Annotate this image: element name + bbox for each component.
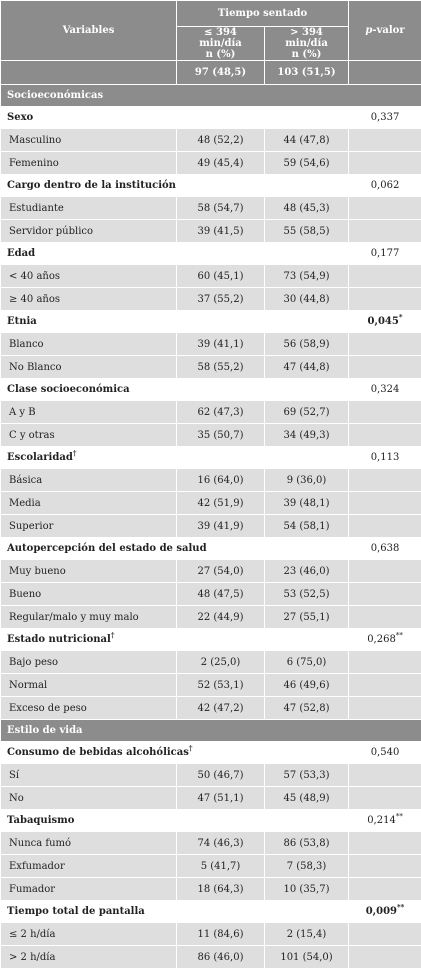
variable-label: Autopercepción del estado de salud <box>7 543 207 554</box>
variable-name <box>1 901 349 923</box>
empty-cell <box>349 424 421 447</box>
p-value-text: 0,062 <box>370 180 400 191</box>
group1-value: 49 (45,4) <box>177 152 265 175</box>
category-label: C y otras <box>1 424 177 447</box>
table-row <box>1 764 421 787</box>
empty-cell <box>349 401 421 424</box>
empty-cell <box>349 492 421 515</box>
category-label: ≤ 2 h/día <box>1 923 177 946</box>
group2-value: 48 (45,3) <box>265 197 349 220</box>
group2-value: 69 (52,7) <box>265 401 349 424</box>
category-label: Sí <box>1 764 177 787</box>
p-value <box>349 810 421 832</box>
group2-value: 55 (58,5) <box>265 220 349 243</box>
category-label: Estudiante <box>1 197 177 220</box>
empty-cell <box>349 606 421 629</box>
totals-spacer-right <box>349 61 421 85</box>
group1-value: 48 (52,2) <box>177 129 265 152</box>
category-label: A y B <box>1 401 177 424</box>
variable-row <box>1 107 421 129</box>
variable-name <box>1 447 349 469</box>
empty-cell <box>349 946 421 969</box>
category-label: Exceso de peso <box>1 697 177 720</box>
p-value <box>349 243 421 265</box>
group1-value: 42 (51,9) <box>177 492 265 515</box>
table-row <box>1 674 421 697</box>
col2-header <box>265 27 349 61</box>
group2-value: 57 (53,3) <box>265 764 349 787</box>
group2-value: 59 (54,6) <box>265 152 349 175</box>
group1-value: 39 (41,1) <box>177 333 265 356</box>
variable-name <box>1 538 349 560</box>
category-label: Fumador <box>1 878 177 901</box>
empty-cell <box>349 288 421 311</box>
group2-value: 47 (44,8) <box>265 356 349 379</box>
section-row <box>1 85 421 107</box>
variables-header: Variables <box>1 1 177 61</box>
empty-cell <box>349 787 421 810</box>
table-row <box>1 832 421 855</box>
group1-value: 52 (53,1) <box>177 674 265 697</box>
group2-value: 46 (49,6) <box>265 674 349 697</box>
variable-name <box>1 629 349 651</box>
variable-name <box>1 742 349 764</box>
group1-value: 18 (64,3) <box>177 878 265 901</box>
group1-value: 2 (25,0) <box>177 651 265 674</box>
variable-label: Etnia <box>7 316 37 327</box>
col1-header <box>177 27 265 61</box>
table-row <box>1 697 421 720</box>
empty-cell <box>349 855 421 878</box>
section-row <box>1 720 421 742</box>
group2-value: 10 (35,7) <box>265 878 349 901</box>
table-row <box>1 492 421 515</box>
variable-label: Cargo dentro de la institución <box>7 180 176 191</box>
variable-row <box>1 742 421 764</box>
section-title: Socioeconómicas <box>1 85 421 107</box>
group2-value: 2 (15,4) <box>265 923 349 946</box>
variable-name <box>1 379 349 401</box>
table-row <box>1 946 421 969</box>
empty-cell <box>349 220 421 243</box>
variable-row <box>1 175 421 197</box>
table-row <box>1 515 421 538</box>
category-label: ≥ 40 años <box>1 288 177 311</box>
p-value-note: ** <box>395 631 403 640</box>
p-value-text: 0,045 <box>367 316 399 327</box>
group2-value: 53 (52,5) <box>265 583 349 606</box>
p-value-note: * <box>398 312 403 322</box>
pvalue-header <box>349 1 421 61</box>
col2-total: 103 (51,5) <box>265 61 349 85</box>
category-label: Muy bueno <box>1 560 177 583</box>
group2-value: 30 (44,8) <box>265 288 349 311</box>
table-row <box>1 333 421 356</box>
table-row <box>1 288 421 311</box>
variable-row <box>1 447 421 469</box>
group1-value: 5 (41,7) <box>177 855 265 878</box>
variable-label: Estado nutricional <box>7 634 111 645</box>
group2-value: 45 (48,9) <box>265 787 349 810</box>
empty-cell <box>349 674 421 697</box>
p-value-text: 0,177 <box>370 248 400 259</box>
table-row <box>1 152 421 175</box>
empty-cell <box>349 265 421 288</box>
table-row <box>1 469 421 492</box>
table-row <box>1 787 421 810</box>
col2-label: > 394 min/día <box>285 27 328 49</box>
category-label: Bajo peso <box>1 651 177 674</box>
empty-cell <box>349 878 421 901</box>
p-value-text: 0,113 <box>370 452 400 463</box>
group2-value: 7 (58,3) <box>265 855 349 878</box>
p-value-text: 0,540 <box>370 747 400 758</box>
group2-value: 6 (75,0) <box>265 651 349 674</box>
p-value <box>349 538 421 560</box>
variable-name <box>1 810 349 832</box>
variable-name <box>1 311 349 333</box>
p-value-note: ** <box>397 902 405 912</box>
p-value <box>349 311 421 333</box>
variable-mark: † <box>72 448 77 458</box>
empty-cell <box>349 129 421 152</box>
table-row <box>1 197 421 220</box>
variable-name <box>1 107 349 129</box>
group2-value: 73 (54,9) <box>265 265 349 288</box>
p-value <box>349 901 421 923</box>
table-body <box>1 85 421 969</box>
variable-label: Tiempo total de pantalla <box>7 906 145 917</box>
group1-value: 86 (46,0) <box>177 946 265 969</box>
variable-label: Consumo de bebidas alcohólicas <box>7 747 189 758</box>
table-row <box>1 129 421 152</box>
p-value <box>349 742 421 764</box>
group2-value: 27 (55,1) <box>265 606 349 629</box>
col1-total: 97 (48,5) <box>177 61 265 85</box>
group2-value: 23 (46,0) <box>265 560 349 583</box>
variable-mark: † <box>110 630 115 640</box>
group1-value: 60 (45,1) <box>177 265 265 288</box>
category-label: Normal <box>1 674 177 697</box>
variable-label: Tabaquismo <box>7 815 75 826</box>
category-label: Media <box>1 492 177 515</box>
variable-name <box>1 243 349 265</box>
variable-row <box>1 311 421 333</box>
empty-cell <box>349 469 421 492</box>
category-label: Nunca fumó <box>1 832 177 855</box>
variable-name <box>1 175 349 197</box>
group2-value: 47 (52,8) <box>265 697 349 720</box>
group2-value: 44 (47,8) <box>265 129 349 152</box>
category-label: Básica <box>1 469 177 492</box>
empty-cell <box>349 832 421 855</box>
group1-value: 11 (84,6) <box>177 923 265 946</box>
group2-value: 56 (58,9) <box>265 333 349 356</box>
variable-row <box>1 379 421 401</box>
variable-row <box>1 810 421 832</box>
col1-label: ≤ 394 min/día <box>199 27 242 49</box>
p-value-text: 0,214 <box>367 815 396 826</box>
group2-value: 86 (53,8) <box>265 832 349 855</box>
table-row <box>1 855 421 878</box>
group2-value: 34 (49,3) <box>265 424 349 447</box>
p-value <box>349 447 421 469</box>
category-label: Superior <box>1 515 177 538</box>
table-row <box>1 878 421 901</box>
group2-value: 39 (48,1) <box>265 492 349 515</box>
group1-value: 50 (46,7) <box>177 764 265 787</box>
table-row <box>1 220 421 243</box>
table-row <box>1 651 421 674</box>
p-value <box>349 629 421 651</box>
pvalue-italic: p <box>365 25 373 36</box>
p-value <box>349 107 421 129</box>
variable-row <box>1 243 421 265</box>
variable-label: Sexo <box>7 112 34 123</box>
variable-row <box>1 538 421 560</box>
group1-value: 27 (54,0) <box>177 560 265 583</box>
variable-row <box>1 901 421 923</box>
p-value-text: 0,268 <box>367 634 396 645</box>
category-label: Regular/malo y muy malo <box>1 606 177 629</box>
table-row <box>1 401 421 424</box>
group1-value: 58 (55,2) <box>177 356 265 379</box>
empty-cell <box>349 923 421 946</box>
empty-cell <box>349 152 421 175</box>
category-label: > 2 h/día <box>1 946 177 969</box>
group1-value: 47 (51,1) <box>177 787 265 810</box>
group1-value: 48 (47,5) <box>177 583 265 606</box>
group2-value: 101 (54,0) <box>265 946 349 969</box>
empty-cell <box>349 583 421 606</box>
variable-label: Escolaridad <box>7 452 73 463</box>
table-row <box>1 265 421 288</box>
section-title: Estilo de vida <box>1 720 421 742</box>
variable-label: Clase socioeconómica <box>7 384 130 395</box>
group1-value: 39 (41,9) <box>177 515 265 538</box>
empty-cell <box>349 560 421 583</box>
table-row <box>1 560 421 583</box>
category-label: Femenino <box>1 152 177 175</box>
totals-spacer <box>1 61 177 85</box>
group1-value: 62 (47,3) <box>177 401 265 424</box>
pvalue-rest: -valor <box>372 25 405 36</box>
p-value-text: 0,324 <box>370 384 400 395</box>
table-row <box>1 583 421 606</box>
group1-value: 74 (46,3) <box>177 832 265 855</box>
variable-mark: † <box>188 743 193 753</box>
group-header: Tiempo sentado <box>177 1 349 27</box>
table-row <box>1 923 421 946</box>
table-row <box>1 356 421 379</box>
p-value-text: 0,638 <box>370 543 400 554</box>
p-value-text: 0,009 <box>365 906 398 917</box>
empty-cell <box>349 333 421 356</box>
empty-cell <box>349 515 421 538</box>
empty-cell <box>349 356 421 379</box>
category-label: Servidor público <box>1 220 177 243</box>
empty-cell <box>349 651 421 674</box>
empty-cell <box>349 764 421 787</box>
table-row <box>1 424 421 447</box>
table-row <box>1 606 421 629</box>
group1-value: 16 (64,0) <box>177 469 265 492</box>
category-label: Masculino <box>1 129 177 152</box>
category-label: < 40 años <box>1 265 177 288</box>
category-label: Bueno <box>1 583 177 606</box>
col1-unit: n (%) <box>205 49 236 60</box>
variable-row <box>1 629 421 651</box>
group1-value: 42 (47,2) <box>177 697 265 720</box>
category-label: No Blanco <box>1 356 177 379</box>
group1-value: 22 (44,9) <box>177 606 265 629</box>
variable-label: Edad <box>7 248 36 259</box>
category-label: Exfumador <box>1 855 177 878</box>
category-label: Blanco <box>1 333 177 356</box>
p-value <box>349 379 421 401</box>
p-value <box>349 175 421 197</box>
group2-value: 9 (36,0) <box>265 469 349 492</box>
group1-value: 35 (50,7) <box>177 424 265 447</box>
group1-value: 39 (41,5) <box>177 220 265 243</box>
group2-value: 54 (58,1) <box>265 515 349 538</box>
col2-unit: n (%) <box>291 49 322 60</box>
group1-value: 37 (55,2) <box>177 288 265 311</box>
category-label: No <box>1 787 177 810</box>
empty-cell <box>349 197 421 220</box>
p-value-text: 0,337 <box>370 112 400 123</box>
p-value-note: ** <box>395 812 403 821</box>
empty-cell <box>349 697 421 720</box>
group1-value: 58 (54,7) <box>177 197 265 220</box>
